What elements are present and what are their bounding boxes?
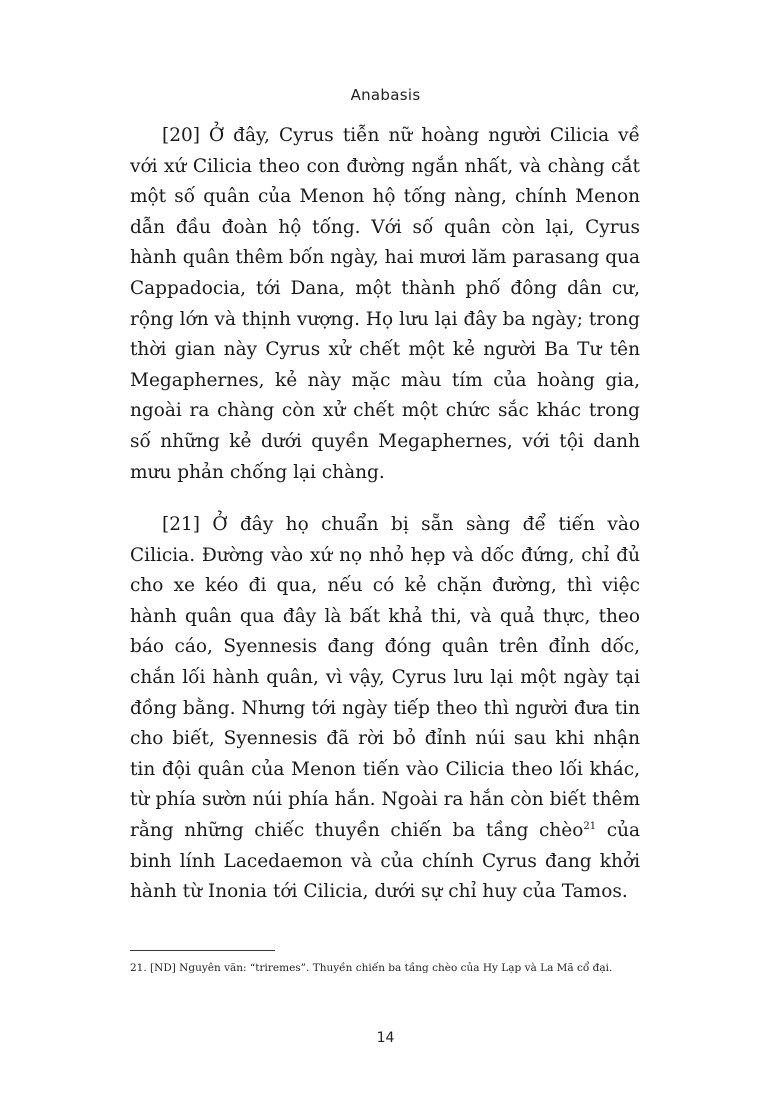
footnote-separator	[130, 950, 275, 951]
footnote-reference[interactable]: 21	[583, 820, 597, 832]
paragraph-21	[130, 510, 640, 908]
running-head: Anabasis	[350, 86, 421, 104]
footnote: 21. [ND] Nguyên văn: “triremes”. Thuyền chiến ba tầng chèo của Hy Lạp và La Mã cổ đại.	[130, 962, 613, 974]
page-number: 14	[376, 1030, 395, 1046]
paragraph-21-text-before-ref: [21] Ở đây họ chuẩn bị sẵn sàng để tiến vào Cilicia. Đường vào xứ nọ nhỏ hẹp và dốc đứng, chỉ đủ cho xe kéo đi qua, nếu có kẻ chặn đường, thì việc hành quân qua đây là bất khả thi, và quả thực, theo báo cáo, Syennesis đang đóng quân trên đỉnh dốc, chắn lối hành quân, vì vậy, Cyrus lưu lại một ngày tại đồng bằng. Nhưng tới ngày tiếp theo thì người đưa tin cho biết, Syennesis đã rời bỏ đỉnh núi sau khi nhận tin đội quân của Menon tiến vào Cilicia theo lối khác, từ phía sườn núi phía hắn. Ngoài ra hắn còn biết thêm rằng những chiếc thuyền chiến ba tầng chèo	[130, 514, 640, 841]
paragraph-21-text-after-ref: của binh lính Lacedaemon và của chính Cyrus đang khởi hành từ Inonia tới Cilicia, dưới sự chỉ huy của Tamos.	[130, 819, 641, 903]
paragraph-20: [20] Ở đây, Cyrus tiễn nữ hoàng người Cilicia về với xứ Cilicia theo con đường ngắn nhất, và chàng cắt một số quân của Menon hộ tống nàng, chính Menon dẫn đầu đoàn hộ tống. Với số quân còn lại, Cyrus hành quân thêm bốn ngày, hai mươi lăm parasang qua Cappadocia, tới Dana, một thành phố đông dân cư, rộng lớn và thịnh vượng. Họ lưu lại đây ba ngày; trong thời gian này Cyrus xử chết một kẻ người Ba Tư tên Megaphernes, kẻ này mặc màu tím của hoàng gia, ngoài ra chàng còn xử chết một chức sắc khác trong số những kẻ dưới quyền Megaphernes, với tội danh mưu phản chống lại chàng.	[130, 125, 640, 483]
